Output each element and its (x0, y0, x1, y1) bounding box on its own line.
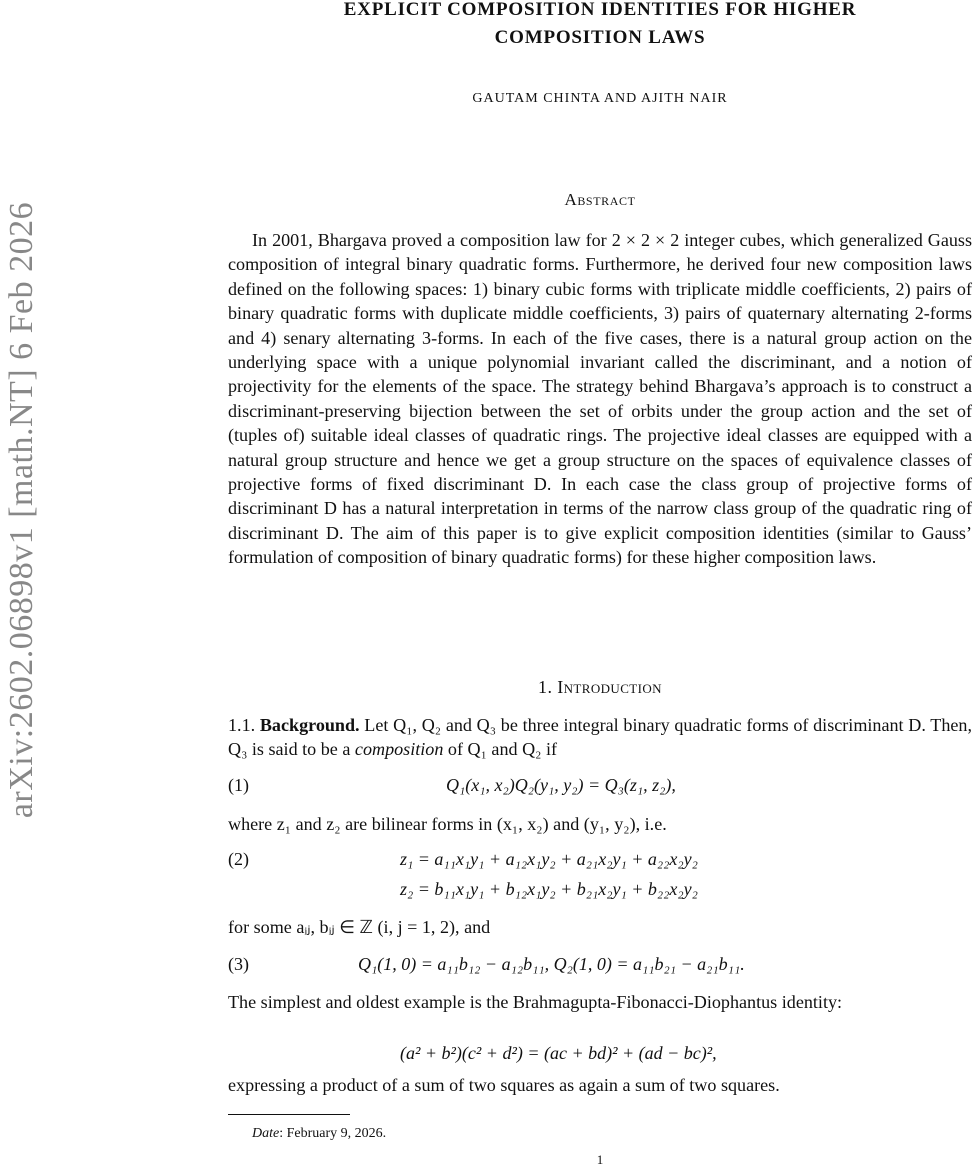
subsection-number: 1.1. (228, 715, 256, 735)
equation-2-line-1: z₁ = a₁₁x₁y₁ + a₁₂x₁y₂ + a₂₁x₂y₁ + a₂₂x₂y₂ (400, 849, 698, 869)
equation-2-line-2: z₂ = b₁₁x₁y₁ + b₁₂x₁y₂ + b₂₁x₂y₁ + b₂₂x₂y₂ (400, 879, 698, 899)
equation-3: Q₁(1, 0) = a₁₁b₁₂ − a₁₂b₁₁, Q₂(1, 0) = a₁₁b₂₁ − a₂₁b₁₁. (358, 954, 745, 974)
page-number: 1 (596, 1152, 604, 1167)
example-paragraph: The simplest and oldest example is the Brahmagupta-Fibonacci-Diophantus identity: (228, 992, 843, 1012)
conclusion-paragraph: expressing a product of a sum of two squares as again a sum of two squares. (228, 1075, 780, 1095)
para1-tail: of Q₁ and Q₂ if (447, 739, 558, 760)
footnote-label: Date (252, 1126, 280, 1141)
equation-3-label: (3) (228, 954, 249, 974)
identity-equation: (a² + b²)(c² + d²) = (ac + bd)² + (ad − bc)², (400, 1043, 717, 1063)
background-paragraph (228, 713, 972, 762)
coefficients-paragraph: for some aᵢⱼ, bᵢⱼ ∈ ℤ (i, j = 1, 2), and (228, 917, 491, 937)
composition-emphasis: composition (354, 739, 444, 760)
title-line-1: EXPLICIT COMPOSITION IDENTITIES FOR HIGHER (343, 0, 857, 20)
footnote-text: : February 9, 2026. (279, 1126, 387, 1141)
subsection-title: Background. (259, 715, 360, 735)
footnote-rule (228, 1114, 350, 1115)
abstract-text: In 2001, Bhargava proved a composition law for 2 × 2 × 2 integer cubes, which generalized Gauss composition of integral binary quadratic forms. Furthermore, he derived four new composition laws defined on the following spaces: 1) binary cubic forms with triplicate middle coefficients, 2) pairs of binary quadratic forms with duplicate middle coefficients, 3) pairs of quaternary alternating 2-forms and 4) senary alternating 3-forms. In each of the five cases, there is a natural group action on the underlying space with a unique polynomial invariant called the discriminant, and a notion of projectivity for the elements of the space. The strategy behind Bhargava’s approach is to construct a discriminant-preserving bijection between the set of orbits under the group action and the set of (tuples of) suitable ideal classes of quadratic rings. The projective ideal classes are equipped with a natural group structure and hence we get a group structure on the spaces of equivalence classes of projective forms of fixed discriminant D. In each case the class group of projective forms of discriminant D has a natural interpretation in terms of the narrow class group of the quadratic ring of discriminant D. The aim of this paper is to give explicit composition identities (similar to Gauss’ formulation of composition of binary quadratic forms) for these higher composition laws. (228, 230, 972, 568)
arxiv-identifier: arXiv:2602.06898v1 [math.NT] 6 Feb 2026 (3, 201, 40, 819)
bilinear-paragraph: where z₁ and z₂ are bilinear forms in (x₁, x₂) and (y₁, y₂), i.e. (228, 814, 667, 834)
date-footnote (252, 1126, 386, 1142)
equation-1-label: (1) (228, 775, 249, 795)
authors: GAUTAM CHINTA AND AJITH NAIR (472, 91, 728, 106)
abstract-heading: Abstract (564, 190, 636, 209)
title-line-2: COMPOSITION LAWS (494, 27, 706, 48)
equation-2-label: (2) (228, 849, 249, 869)
equation-1: Q₁(x₁, x₂)Q₂(y₁, y₂) = Q₃(z₁, z₂), (446, 775, 676, 795)
paper-title (228, 0, 972, 52)
para1-text: Let Q₁, Q₂ and Q₃ be three integral binary quadratic forms of discriminant D. Then, Q₃ is said to be a (228, 715, 972, 760)
section-heading: 1. Introduction (538, 677, 662, 697)
